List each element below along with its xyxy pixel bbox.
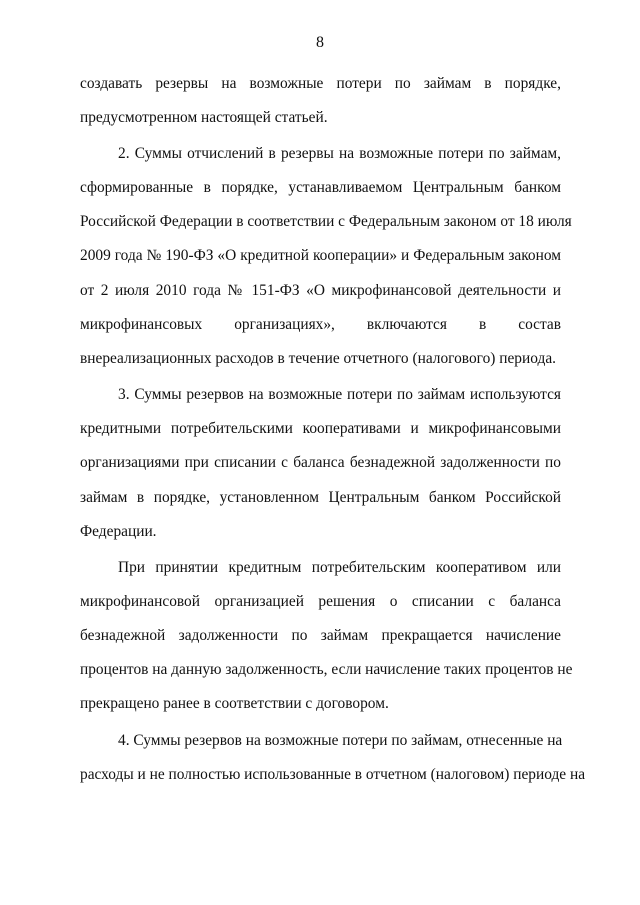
text-line: займам в порядке, установленном Центральным банком Российской <box>80 489 561 506</box>
text-line: сформированные в порядке, устанавливаемом Центральным банком <box>80 179 561 196</box>
text-line: При принятии кредитным потребительским кооперативом или <box>118 559 561 576</box>
text-line: расходы и не полностью использованные в отчетном (налоговом) периоде на <box>80 766 586 783</box>
text-line: микрофинансовой организацией решения о списании с баланса <box>80 593 561 610</box>
text-line: 4. Суммы резервов на возможные потери по займам, отнесенные на <box>118 732 563 749</box>
text-line: Российской Федерации в соответствии с Федеральным законом от 18 июля <box>80 213 572 230</box>
text-line: безнадежной задолженности по займам прекращается начисление <box>80 627 561 644</box>
text-line: прекращено ранее в соответствии с договором. <box>80 695 389 712</box>
text-line: Федерации. <box>80 523 157 540</box>
text-line: 2009 года № 190-ФЗ «О кредитной кооперации» и Федеральным законом <box>80 247 561 264</box>
text-line: 2. Суммы отчислений в резервы на возможные потери по займам, <box>118 145 561 162</box>
text-line: от 2 июля 2010 года № 151-ФЗ «О микрофинансовой деятельности и <box>80 282 561 299</box>
text-line: предусмотренном настоящей статьей. <box>80 109 328 126</box>
text-line: процентов на данную задолженность, если начисление таких процентов не <box>80 661 573 678</box>
text-line: организациями при списании с баланса безнадежной задолженности по <box>80 454 561 471</box>
text-line: микрофинансовых организациях», включаются в состав <box>80 316 561 333</box>
page-number: 8 <box>316 34 324 51</box>
text-line: кредитными потребительскими кооперативами и микрофинансовыми <box>80 420 561 437</box>
text-line: создавать резервы на возможные потери по займам в порядке, <box>80 75 561 92</box>
text-line: 3. Суммы резервов на возможные потери по займам используются <box>118 386 561 403</box>
text-line: внереализационных расходов в течение отчетного (налогового) периода. <box>80 350 556 367</box>
